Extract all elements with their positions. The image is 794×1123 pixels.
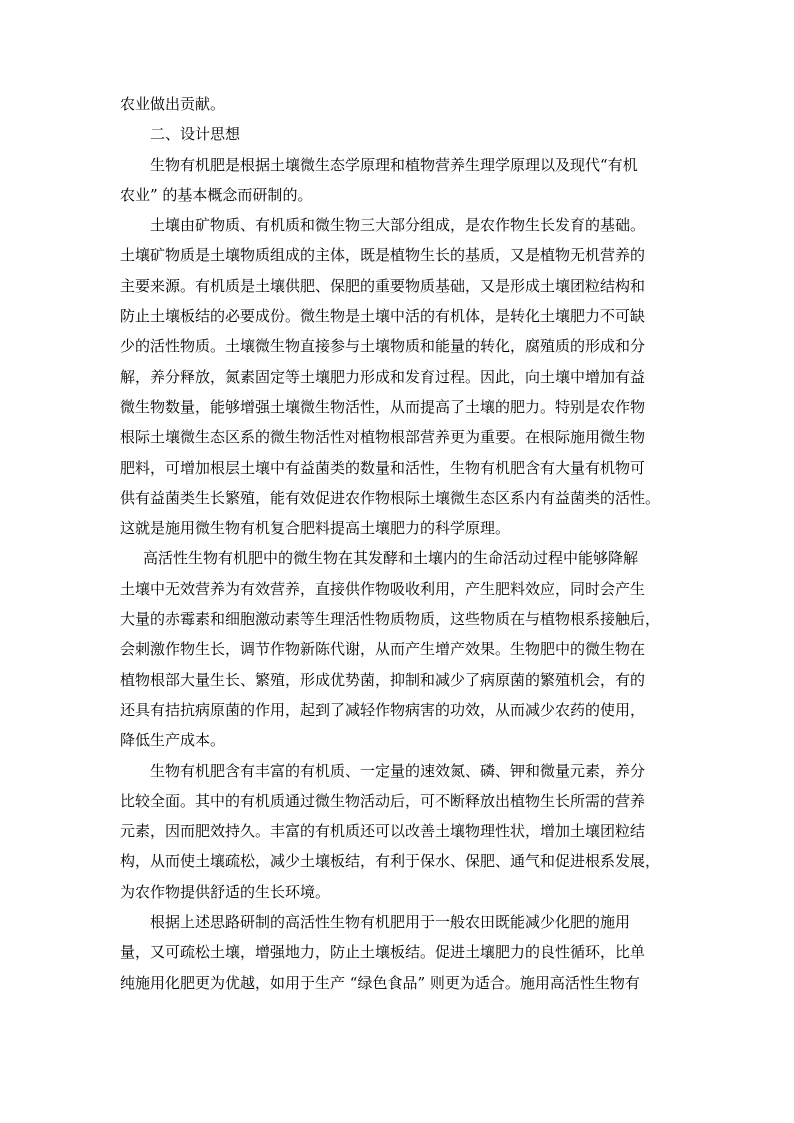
text-line: 植物根部大量生长、繁殖，形成优势菌，抑制和减少了病原菌的繁殖机会，有的: [120, 670, 646, 689]
text-line: 高活性生物有机肥中的微生物在其发酵和土壤内的生命活动过程中能够降解: [143, 549, 639, 568]
text-line: 还具有拮抗病原菌的作用，起到了减轻作物病害的功效，从而减少农药的使用，: [120, 700, 646, 719]
text-line: 生物有机肥是根据土壤微生态学原理和植物营养生理学原理以及现代“有机: [150, 155, 638, 174]
text-line: 农业” 的基本概念而研制的。: [120, 185, 313, 204]
text-line: 生物有机肥含有丰富的有机质、一定量的速效氮、磷、钾和微量元素，养分: [150, 761, 646, 780]
text-line: 比较全面。其中的有机质通过微生物活动后，可不断释放出植物生长所需的营养: [120, 791, 646, 810]
text-line: 根际土壤微生态区系的微生物活性对植物根部营养更为重要。在根际施用微生物: [120, 428, 646, 447]
text-line: 供有益菌类生长繁殖，能有效促进农作物根际土壤微生态区系内有益菌类的活性。: [120, 488, 661, 507]
text-line: 这就是施用微生物有机复合肥料提高土壤肥力的科学原理。: [120, 519, 511, 538]
text-line: 土壤中无效营养为有效营养，直接供作物吸收利用，产生肥料效应，同时会产生: [120, 579, 646, 598]
text-line: 解，养分释放，氮素固定等土壤肥力形成和发育过程。因此，向土壤中增加有益: [120, 367, 646, 386]
text-line: 土壤矿物质是土壤物质组成的主体，既是植物生长的基质，又是植物无机营养的: [120, 246, 646, 265]
text-line: 纯施用化肥更为优越，如用于生产 “绿色食品” 则更为适合。施用高活性生物有: [120, 973, 640, 992]
text-line: 土壤由矿物质、有机质和微生物三大部分组成，是农作物生长发育的基础。: [150, 216, 646, 235]
text-line: 防止土壤板结的必要成份。微生物是土壤中活的有机体，是转化土壤肥力不可缺: [120, 307, 646, 326]
text-line: 构，从而使土壤疏松，减少土壤板结，有利于保水、保肥、通气和促进根系发展，: [120, 852, 661, 871]
text-line: 微生物数量，能够增强土壤微生物活性，从而提高了土壤的肥力。特别是农作物: [120, 397, 646, 416]
text-line: 农业做出贡献。: [120, 95, 226, 113]
text-line: 根据上述思路研制的高活性生物有机肥用于一般农田既能减少化肥的施用: [150, 913, 631, 932]
document-body: [120, 89, 680, 998]
text-line: 大量的赤霉素和细胞激动素等生理活性物质物质，这些物质在与植物根系接触后，: [120, 610, 661, 629]
text-line: 会刺激作物生长，调节作物新陈代谢，从而产生增产效果。生物肥中的微生物在: [120, 640, 646, 659]
section-heading: 二、设计思想: [150, 125, 241, 144]
text-line: 肥料，可增加根层土壤中有益菌类的数量和活性，生物有机肥含有大量有机物可: [120, 458, 646, 477]
text-line: 主要来源。有机质是土壤供肥、保肥的重要物质基础，又是形成土壤团粒结构和: [120, 276, 646, 295]
text-line: 量，又可疏松土壤，增强地力，防止土壤板结。促进土壤肥力的良性循环，比单: [120, 943, 646, 962]
text-line: 元素，因而肥效持久。丰富的有机质还可以改善土壤物理性状，增加土壤团粒结: [120, 822, 646, 841]
text-line: 少的活性物质。土壤微生物直接参与土壤物质和能量的转化，腐殖质的形成和分: [120, 337, 646, 356]
text-line: 为农作物提供舒适的生长环境。: [120, 882, 331, 901]
text-line: 降低生产成本。: [120, 731, 226, 750]
